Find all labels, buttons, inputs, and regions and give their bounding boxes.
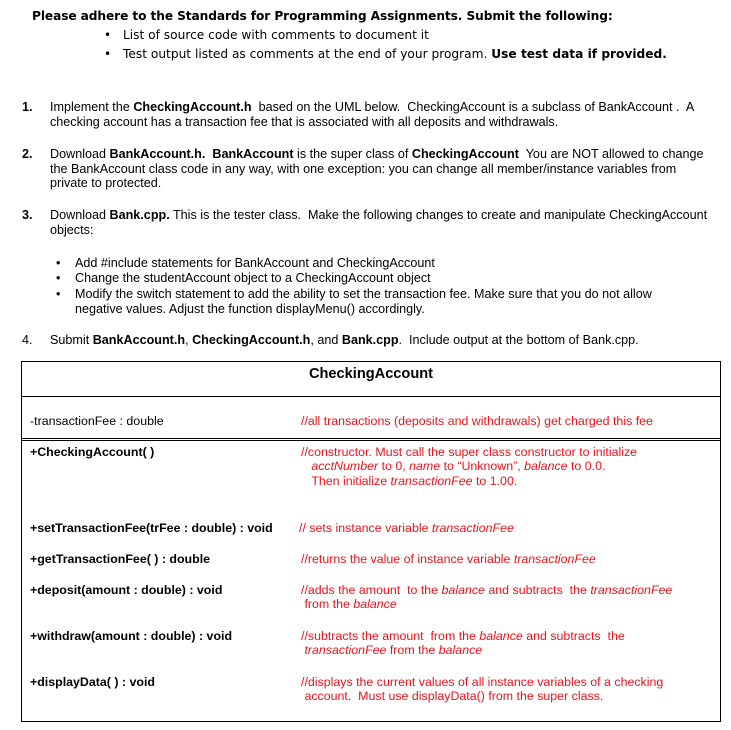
uml-method-deposit: +deposit(amount : double) : void — [30, 583, 223, 597]
uml-comment-constructor: //constructor. Must call the super class constructor to initialize acctNumber to 0, name to “Unknown”, balance to 0.0. Then initialize transactionFee to 1.00. — [301, 445, 638, 488]
uml-comment-setter: // sets instance variable transactionFee — [299, 521, 514, 535]
bullet-dot-icon: • — [56, 271, 61, 285]
uml-method-withdraw: +withdraw(amount : double) : void — [30, 629, 233, 643]
uml-method-setter: +setTransactionFee(trFee : double) : void — [30, 521, 273, 535]
uml-method-constructor: +CheckingAccount( ) — [30, 445, 155, 459]
instructions-heading: Please adhere to the Standards for Programming Assignments. Submit the following: — [32, 9, 613, 23]
uml-comment-display: //displays the current values of all instance variables of a checking account. Must use displayData() from the super class. — [301, 675, 664, 704]
item-1-text: Implement the CheckingAccount.h based on the UML below. CheckingAccount is a subclass of BankAccount . A checking account has a transaction fee that is associated with all deposits and withdrawals. — [50, 100, 694, 129]
uml-attribute-signature: -transactionFee : double — [30, 414, 164, 428]
item-2-text: Download BankAccount.h. BankAccount is the super class of CheckingAccount You are NOT allowed to change the BankAccount class code in any way, with one exception: you can change all member/instance variables from private to protected. — [50, 147, 704, 191]
assignment-page: Please adhere to the Standards for Programming Assignments. Submit the following: • List of source code with comments to document it • Test output listed as comments at the end of your program. Use test data if provided. 1. Implement the CheckingAccount.h based on the UML below. CheckingAccount is a subclass of BankAccount . A checking account has a transaction fee that is associated with all deposits and withdrawals. 2. Download BankAccount.h. BankAccount is the super class of CheckingAccount You are NOT allowed to change the BankAccount class code in any way, with one exception: you can change all member/instance variables from private to protected. 3. Download Bank.cpp. This is the tester class. Make the following changes to create and manipulate CheckingAccount objects: • Add #include statements for BankAccount and CheckingAccount • Change the studentAccount object to a CheckingAccount object • Modify the switch statement to add the ability to set the transaction fee. Make sure that you do not allow negative values. Adjust the function displayMenu() accordingly. 4. Submit BankAccount.h, CheckingAccount.h, and Bank.cpp. Include output at the bottom of Bank.cpp. CheckingAccount -transactionFee : double //all transactions (deposits and withdrawals) get charged this fee +CheckingAccount( ) //constructor. Must call the super class constructor to initialize acctNumber to 0, name to “Unknown”, balance to 0.0. Then initialize transactionFee to 1.00. +setTransactionFee(trFee : double) : void // sets instance variable transactionFee +getTransactionFee( ) : double //returns the value of instance variable transactionFee +deposit(amount : double) : void //adds the amount to the balance and subtracts the transactionFee from the balance +withdraw(amount : double) : void //subtracts the amount from the balance and subtracts the transactionFee from the balance +displayData( ) : void //displays the current values of all instance variables of a checking account. Must use displayData() from the super class. — [0, 0, 731, 730]
bullet-dot-icon: • — [104, 28, 112, 42]
bullet-dot-icon: • — [56, 256, 61, 270]
uml-method-getter: +getTransactionFee( ) : double — [30, 552, 211, 566]
uml-attribute-comment: //all transactions (deposits and withdrawals) get charged this fee — [301, 414, 653, 428]
uml-comment-deposit: //adds the amount to the balance and subtracts the transactionFee from the balance — [301, 583, 673, 612]
uml-divider — [22, 396, 720, 397]
uml-class-name: CheckingAccount — [308, 366, 434, 382]
uml-class-diagram — [21, 361, 721, 722]
uml-method-display: +displayData( ) : void — [30, 675, 155, 689]
uml-comment-withdraw: //subtracts the amount from the balance and subtracts the transactionFee from the balance — [301, 629, 625, 658]
uml-divider-double — [22, 438, 720, 441]
bullet-dot-icon: • — [56, 287, 61, 301]
item-4-text: Submit BankAccount.h, CheckingAccount.h, and Bank.cpp. Include output at the bottom of Bank.cpp. — [50, 333, 639, 347]
item-3-text: Download Bank.cpp. This is the tester class. Make the following changes to create and manipulate CheckingAccount objects: — [50, 208, 708, 237]
uml-comment-getter: //returns the value of instance variable transactionFee — [301, 552, 596, 566]
bullet-dot-icon: • — [104, 47, 112, 61]
